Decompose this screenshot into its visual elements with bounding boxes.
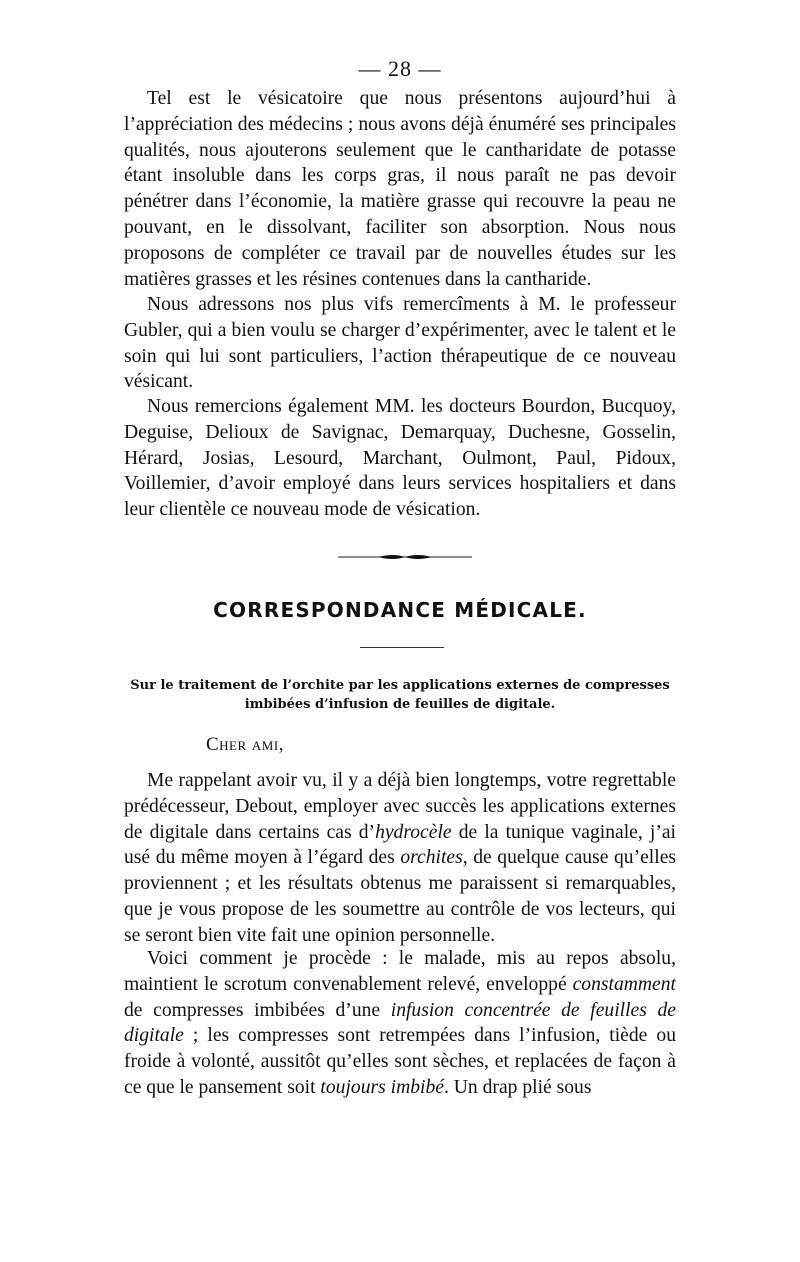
paragraph-text: Voici comment je procède : le malade, mis au repos absolu, maintient le scrotum convenablement relevé, enveloppé constamment de compresses imbibées d’une infusion concentrée de feuilles de digitale ; les compresses sont retrempées dans l’infusion, tiède ou froide à volonté, aussitôt qu’elles sont sèches, et replacées de façon à ce que le pansement soit toujours imbibé. Un drap plié sous	[124, 948, 676, 1098]
emphasis-orchites: orchites	[400, 847, 463, 869]
ornamental-rule	[338, 553, 472, 561]
letter-salutation: Cher ami,	[206, 734, 284, 755]
emphasis-hydrocele: hydrocèle	[375, 821, 452, 843]
section-divider	[360, 647, 444, 648]
paragraph-text: Nous remercions également MM. les docteurs Bourdon, Bucquoy, Deguise, Delioux de Savignac, Demarquay, Duchesne, Gosselin, Hérard, Josias, Lesourd, Marchant, Oulmont, Paul, Pidoux, Voillemier, d’avoir employé dans leurs services hospitaliers et dans leur clientèle ce nouveau mode de vésication.	[124, 396, 676, 521]
paragraph-text: Me rappelant avoir vu, il y a déjà bien longtemps, votre regrettable prédécesseur, Debout, employer avec succès les applications externes de digitale dans certains cas d’hydrocèle de la tunique vaginale, j’ai usé du même moyen à l’égard des orchites, de quelque cause qu’elles proviennent ; et les résultats obtenus me paraissent si remarquables, que je vous propose de les soumettre au contrôle de vos lecteurs, qui se seront bien vite fait une opinion personnelle.	[124, 770, 677, 946]
paragraph-text: Nous adressons nos plus vifs remercîments à M. le professeur Gubler, qui a bien voulu se charger d’expérimenter, avec le talent et le soin qui lui sont particuliers, l’action thérapeutique de ce nouveau vésicant.	[124, 294, 676, 393]
paragraph-vesicatoire	[124, 86, 676, 292]
article-subtitle: Sur le traitement de l’orchite par les applications externes de compresses imbibées d’infusion de feuilles de digitale.	[130, 678, 670, 712]
emphasis-constamment: constamment	[572, 973, 676, 995]
paragraph-remerciements	[124, 292, 676, 395]
paragraph-text: Tel est le vésicatoire que nous présentons aujourd’hui à l’appréciation des médecins ; nous avons déjà énuméré ses principales qualités, nous ajouterons seulement que le cantharidate de potasse étant insoluble dans les corps gras, il nous paraît ne pas devoir pénétrer dans l’économie, la matière grasse qui recouvre la peau ne pouvant, en le dissolvant, faciliter son absorption. Nous nous proposons de compléter ce travail par de nouvelles études sur les matières grasses et les résines contenues dans la cantharide.	[124, 88, 676, 290]
paragraph-docteurs	[124, 394, 676, 523]
emphasis-infusion: infusion concentrée de feuilles de digitale	[124, 999, 676, 1047]
letter-paragraph-1	[124, 768, 676, 949]
section-title: CORRESPONDANCE MÉDICALE.	[213, 598, 587, 622]
letter-paragraph-2	[124, 946, 676, 1101]
emphasis-toujours-imbibe: toujours imbibé	[320, 1076, 444, 1098]
page-number: — 28 —	[358, 56, 442, 81]
